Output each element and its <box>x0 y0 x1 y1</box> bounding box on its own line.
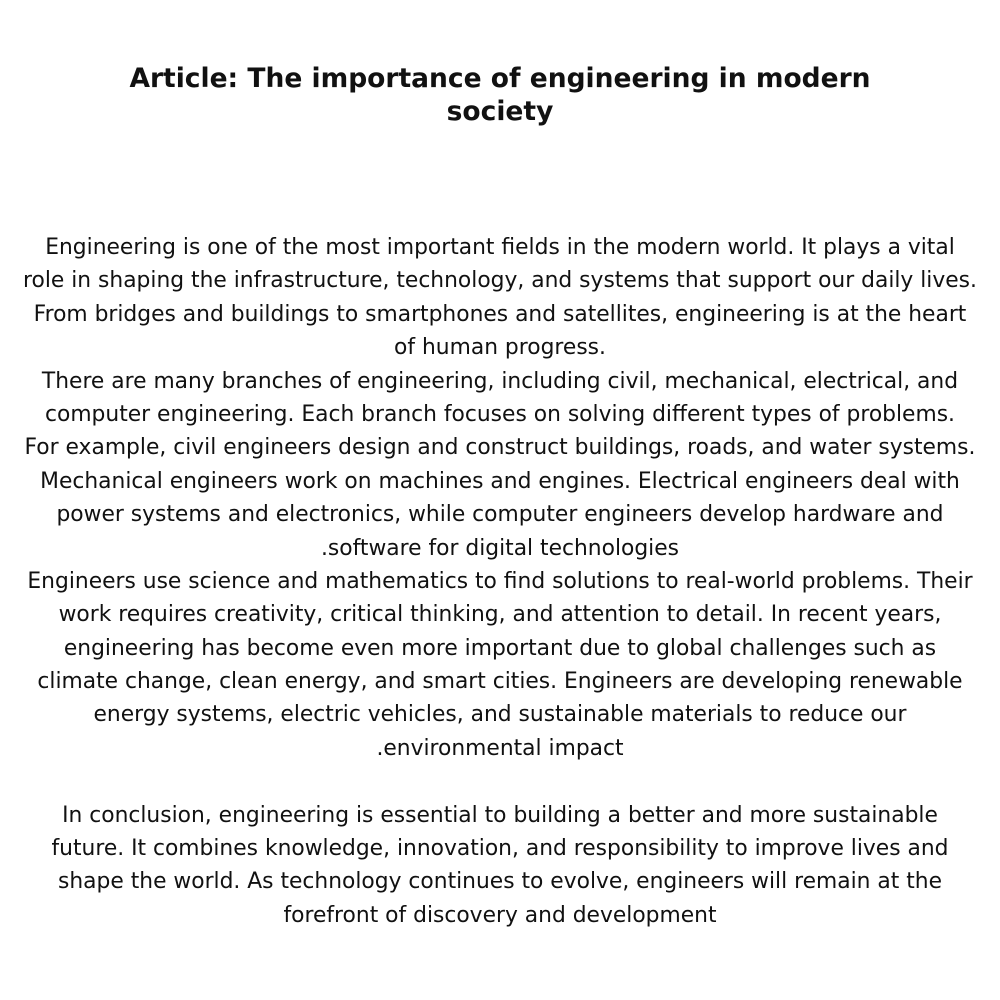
text-line: of human progress. <box>394 335 606 361</box>
text-line: shape the world. As technology continues to evolve, engineers will remain at the <box>58 869 942 895</box>
title-line: Article: The importance of engineering in modern <box>129 63 871 94</box>
text-line: energy systems, electric vehicles, and sustainable materials to reduce our <box>93 702 907 728</box>
text-line: For example, civil engineers design and construct buildings, roads, and water systems. <box>24 435 976 461</box>
text-line: climate change, clean energy, and smart cities. Engineers are developing renewable <box>37 669 963 695</box>
paragraph-challenges <box>0 565 1000 765</box>
paragraph-conclusion <box>0 799 1000 933</box>
text-line: From bridges and buildings to smartphones and satellites, engineering is at the heart <box>33 301 967 327</box>
text-line: Engineering is one of the most important fields in the modern world. It plays a vital <box>45 235 955 260</box>
text-line: engineering has become even more important due to global challenges such as <box>63 635 937 661</box>
text-line: Engineers use science and mathematics to find solutions to real-world problems. Their <box>27 568 973 594</box>
text-line: forefront of discovery and development <box>283 902 717 928</box>
paragraph-intro <box>0 231 1000 365</box>
text-line: .environmental impact <box>376 735 624 761</box>
article-title <box>0 58 1000 128</box>
paragraph-branches <box>0 365 1000 565</box>
text-line: computer engineering. Each branch focuses on solving different types of problems. <box>45 401 955 427</box>
article-body <box>0 231 1000 932</box>
text-line: .software for digital technologies <box>321 535 679 561</box>
paragraph-spacer <box>0 765 1000 798</box>
title-line: society <box>446 96 554 128</box>
text-line: future. It combines knowledge, innovation, and responsibility to improve lives and <box>51 836 949 862</box>
text-line: In conclusion, engineering is essential to building a better and more sustainable <box>62 802 938 828</box>
text-line: role in shaping the infrastructure, technology, and systems that support our daily lives. <box>23 268 977 294</box>
text-line: work requires creativity, critical thinking, and attention to detail. In recent years, <box>58 602 942 628</box>
text-line: There are many branches of engineering, including civil, mechanical, electrical, and <box>41 368 959 394</box>
text-line: Mechanical engineers work on machines and engines. Electrical engineers deal with <box>40 468 960 494</box>
text-line: power systems and electronics, while computer engineers develop hardware and <box>56 502 944 528</box>
